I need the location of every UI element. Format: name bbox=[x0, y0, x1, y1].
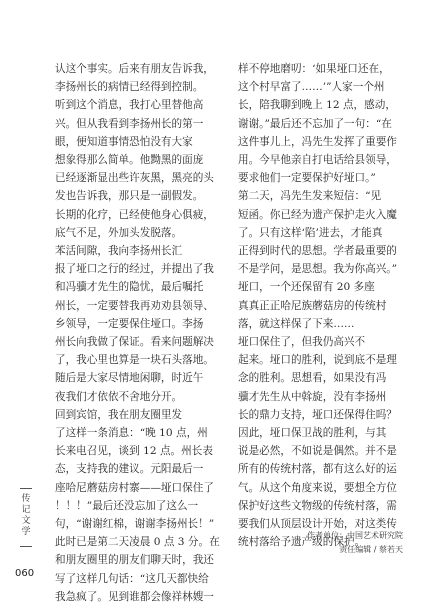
text-line: 用。今早他亲自打电话给县领导， bbox=[238, 154, 397, 167]
text-line: 州长，一定要替我再劝劝县领导、 bbox=[55, 299, 214, 312]
text-line: 回到宾馆，我在朋友圈里发 bbox=[55, 408, 183, 421]
text-line: 听到这个消息，我打心里替他高 bbox=[55, 99, 204, 112]
text-line: 短函。你已经为遗产保护走火入魔 bbox=[238, 208, 397, 221]
text-line: 不是学问，是思想。我为你高兴。” bbox=[238, 263, 398, 276]
text-line: 骥才先生从中斡旋，没有李扬州 bbox=[238, 390, 387, 403]
text-line: 统村落给予遗产级的保护。 bbox=[238, 536, 366, 549]
author-unit: 作者单位：中国艺术研究院 bbox=[307, 531, 403, 540]
side-label-divider-top bbox=[20, 488, 32, 489]
text-line: 句，“谢谢红棉，谢谢李扬州长！” bbox=[55, 518, 215, 531]
text-line: 想象得那么简单。他黝黑的面庞 bbox=[55, 154, 204, 167]
text-line: 此时已是第二天凌晨 0 点 3 分。在 bbox=[55, 536, 220, 549]
text-line: 认这个事实。后来有朋友告诉我， bbox=[55, 63, 214, 75]
text-line: 发也告诉我，那只是一副假发。 bbox=[55, 190, 204, 203]
text-line: 保护好这些文物级的传统村落，需 bbox=[238, 499, 397, 512]
text-line: 已经逐渐显出些许灰黑，黑亮的头 bbox=[55, 172, 214, 185]
text-line: 兴。但从我看到李扬州长的第一 bbox=[55, 117, 204, 130]
text-line: 长的鼎力支持，垭口还保得住吗？ bbox=[238, 408, 397, 421]
text-line: 州长向我做了保证。看来问题解决 bbox=[55, 336, 214, 349]
text-line: 落，就这样保了下来…… bbox=[238, 317, 355, 330]
editor-credit: 责任编辑 / 蔡若天 bbox=[339, 545, 403, 554]
text-line: 长来电召见，谈到 12 点。州长表 bbox=[55, 445, 213, 458]
text-line: 眼，便知道事情恐怕没有大家 bbox=[55, 135, 193, 148]
text-line: 乡领导，一定要保住垭口。李扬 bbox=[55, 317, 204, 330]
text-line: 报了垭口之行的经过，并提出了我 bbox=[55, 263, 214, 276]
side-label-divider-bottom bbox=[20, 546, 32, 547]
text-line: 正得到时代的思想。学者最重要的 bbox=[238, 245, 397, 258]
text-line: 垭口保住了，但我仍高兴不 bbox=[238, 336, 366, 349]
page-number: 060 bbox=[15, 568, 35, 579]
text-line: 了这样一条消息：“晚 10 点，州 bbox=[55, 427, 208, 440]
text-line: 念的胜利。思想看，如果没有冯 bbox=[238, 372, 387, 385]
article-credits bbox=[307, 529, 403, 557]
text-line: 起来。垭口的胜利，说到底不是理 bbox=[238, 354, 397, 367]
text-line: 底气不足，外加头发脱落。 bbox=[55, 226, 183, 239]
text-line: 垭口，一个还保留有 20 多座 bbox=[238, 281, 375, 294]
text-line: 随后是大家尽情地闲聊，时近午 bbox=[55, 372, 204, 385]
text-line: 苯活间隙，我向李扬州长汇 bbox=[55, 245, 183, 258]
text-line: 态，支持我的建议。元阳最后一 bbox=[55, 463, 204, 476]
text-line: 要我们从顶层设计开始，对这类传 bbox=[238, 518, 397, 531]
article-left-column bbox=[55, 60, 220, 606]
text-line: 气。从这个角度来说，要想全方位 bbox=[238, 481, 397, 494]
text-line: 样不停地磨叨：‘如果垭口还在， bbox=[238, 63, 390, 75]
text-line: 这件事儿上，冯先生发挥了重要作 bbox=[238, 135, 397, 148]
text-line: 长，陪我聊到晚上 12 点，感动， bbox=[238, 99, 396, 112]
section-label: 传 记 文 学 bbox=[21, 494, 31, 537]
text-line: 长期的化疗，已经使他身心俱疲， bbox=[55, 208, 214, 221]
text-line: 了，我心里也算是一块石头落地。 bbox=[55, 354, 214, 367]
text-line: 要求他们一定要保护好垭口。” bbox=[238, 172, 376, 185]
text-line: 因此，垭口保卫战的胜利，与其 bbox=[238, 427, 387, 440]
text-line: 和冯骥才先生的隐忧，最后嘱托 bbox=[55, 281, 204, 294]
text-line: 夜我们才依依不舍地分开。 bbox=[55, 390, 183, 403]
text-line: 了。只有这样‘陷’进去，才能真 bbox=[238, 226, 383, 239]
text-line: 我急疯了。见到谁都会像祥林嫂一 bbox=[55, 590, 214, 603]
text-line: 李扬州长的病情已经得到控制。 bbox=[55, 81, 204, 94]
text-line: 所有的传统村落，都有这么好的运 bbox=[238, 463, 397, 476]
text-line: 和朋友圈里的朋友们聊天时，我还 bbox=[55, 554, 214, 567]
text-line: 第二天，冯先生发来短信：“见 bbox=[238, 190, 382, 203]
text-line: 说是必然，不如说是偶然。并不是 bbox=[238, 445, 397, 458]
text-line: 写了这样几句话：“这几天都快给 bbox=[55, 572, 209, 585]
text-line: 座哈尼蘑菇房村寨——垭口保住了 bbox=[55, 481, 214, 494]
text-line: 真真正正哈尼族蘑菇房的传统村 bbox=[238, 299, 387, 312]
text-line: 谢谢。”最后还不忘加了一句：“在 bbox=[238, 117, 392, 130]
text-line: ！！！”最后还没忘加了这么一 bbox=[55, 499, 199, 512]
text-line: 这个村早富了……’”人家一个州 bbox=[238, 81, 385, 94]
article-right-column bbox=[238, 60, 406, 551]
